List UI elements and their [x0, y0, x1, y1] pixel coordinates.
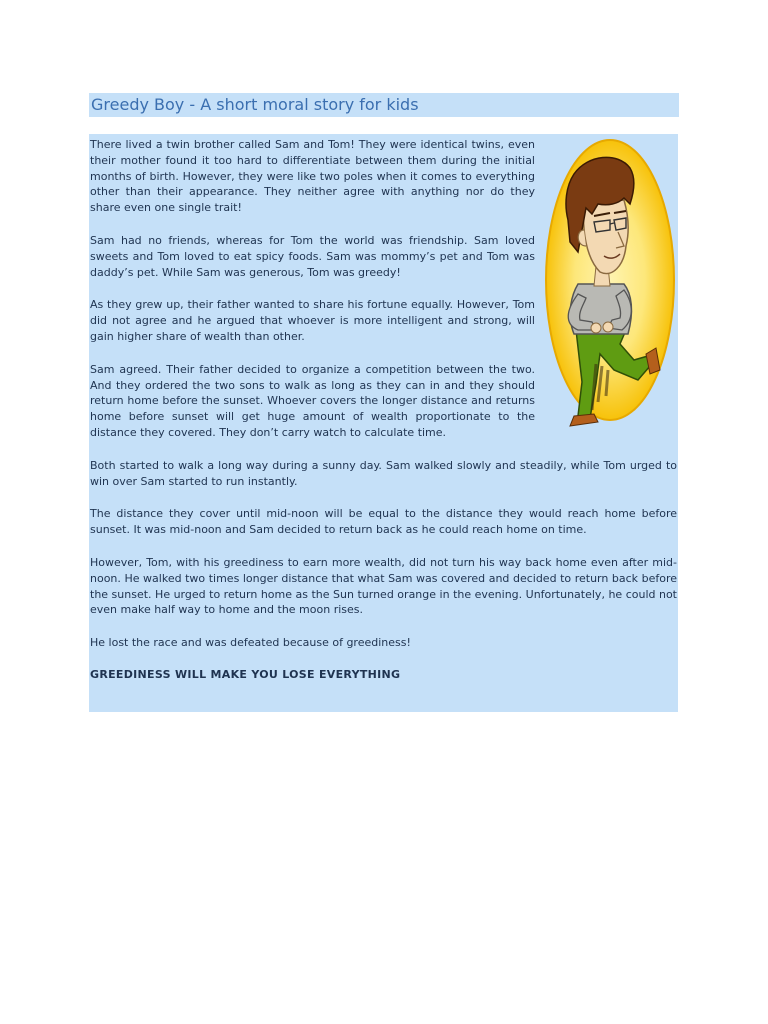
- story-paragraph: The distance they cover until mid-noon will be equal to the distance they would reach home before sunset. It was mid-noon and Sam decided to return back as he could reach home on time.: [90, 507, 677, 537]
- story-paragraph: He lost the race and was defeated because of greediness!: [90, 636, 411, 650]
- story-paragraph: As they grew up, their father wanted to share his fortune equally. However, Tom did not agree and he argued that whoever is more intelligent and strong, will gain higher share of wealth than other.: [90, 298, 535, 343]
- title-bar: [89, 93, 679, 117]
- story-moral: GREEDINESS WILL MAKE YOU LOSE EVERYTHING: [90, 667, 401, 681]
- story-paragraph: Sam had no friends, whereas for Tom the world was friendship. Sam loved sweets and Tom loved to eat spicy foods. Sam was mommy’s pet and Tom was daddy’s pet. While Sam was generous, Tom was greedy!: [90, 233, 535, 279]
- story-paragraph: However, Tom, with his greediness to earn more wealth, did not turn his way back home even after mid-noon. He walked two times longer distance that what Sam was covered and decided to return back before the sunset. He urged to return home as the Sun turned orange in the evening. Unfortunately, he could not even make half way to home and the moon rises.: [90, 555, 677, 617]
- story-paragraph: There lived a twin brother called Sam and Tom! They were identical twins, even their mother found it too hard to differentiate between them during the initial months of birth. However, they were like two poles when it comes to everything other than their appearance. They neither agree with anything nor do they share even one single trait!: [90, 138, 535, 215]
- story-paragraph: Both started to walk a long way during a sunny day. Sam walked slowly and steadily, while Tom urged to win over Sam started to run instantly.: [90, 458, 677, 488]
- running-boy-cartoon-icon: [538, 134, 676, 430]
- story-paragraph: Sam agreed. Their father decided to organize a competition between the two. And they ordered the two sons to walk as long as they can in and they should return home before the sunset. Whoever covers the longer distance and returns home before sunset will get huge amount of wealth proportionate to the distance they covered. They don’t carry watch to calculate time.: [90, 362, 535, 439]
- page-title: Greedy Boy - A short moral story for kids: [91, 95, 419, 114]
